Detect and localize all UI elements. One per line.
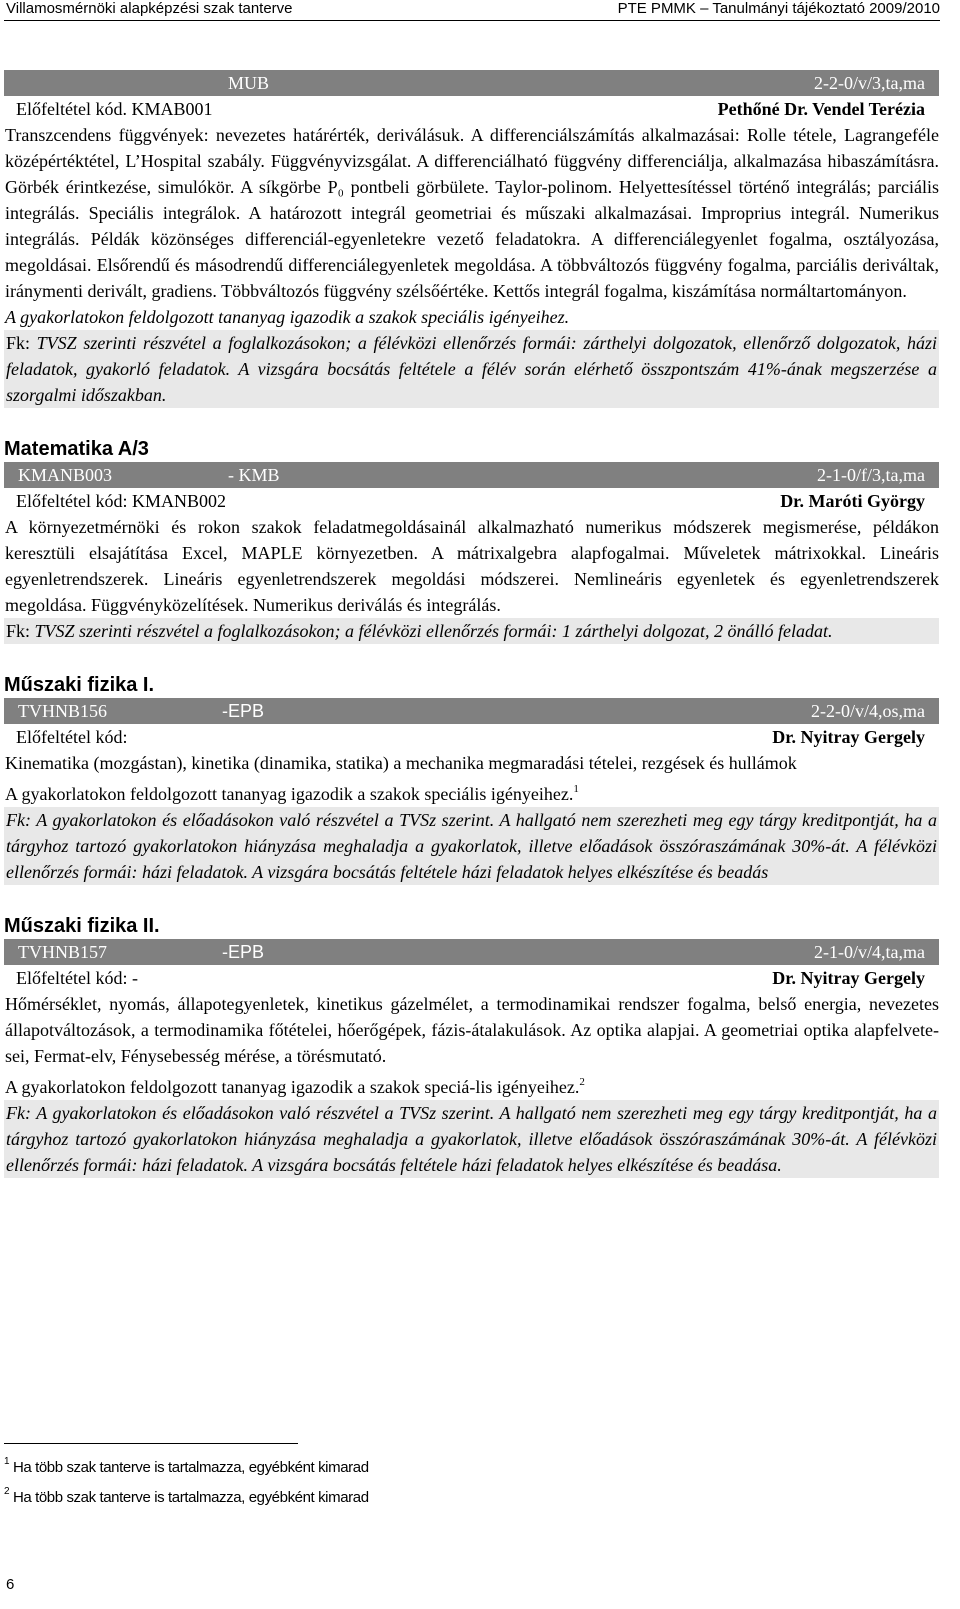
course-dept: -EPB [222,701,265,721]
course-code-bar [4,462,939,488]
course-note [4,776,939,807]
course-prereq-row [4,965,939,991]
requirements-text: TVSZ szerinti részvétel a foglalkozásokon; a félévközi ellenőrzés formái: 1 zárthelyi dolgozat, 2 önálló feladat. [34,621,833,641]
footnote-text: Ha több szak tanterve is tartalmazza, egyébként kimarad [12,1459,369,1476]
course-title: Matematika A/3 [4,438,149,460]
course-lecturer: Pethőné Dr. Vendel Terézia [717,99,925,119]
footnote-text: Ha több szak tanterve is tartalmazza, egyébként kimarad [12,1489,369,1506]
requirements-label: Fk: [6,621,31,641]
course-title: Műszaki fizika I. [4,674,155,696]
course-prereq: Előfeltétel kód: - [16,968,138,988]
page-header [4,0,940,21]
course-requirements [4,330,939,408]
course-requirements [4,618,939,644]
course-lecturer: Dr. Nyitray Gergely [772,968,925,988]
course-prereq: Előfeltétel kód: KMANB002 [16,491,226,511]
course-credits: 2-2-0/v/3,ta,ma [814,73,925,93]
course-prereq: Előfeltétel kód: [16,727,128,747]
course-description: A környezetmérnöki és rokon szakok feladatmegoldásainál alkalmazható numerikus módszerek megismerése, példákon keresztüli elsajátítása Excel, MAPLE környezetben. A mátrixalgebra alapfogalmai. Műveletek mátrixokkal. Lineáris egyenletrendszerek. Lineáris egyenletrendszerek megoldási módszerei. Nemlineáris egyenletek és egyenletrendszerek megoldása. Függvényközelítések. Numerikus deriválás és integrálás. [5,517,939,615]
course-dept: MUB [228,73,270,93]
course-code: KMANB003 [18,465,113,485]
footnote-ref[interactable]: 1 [573,783,579,795]
course-title: Műszaki fizika II. [4,915,160,937]
course-note-text: A gyakorlatokon feldolgozott tananyag igazodik a szakok speciális igényeihez. [5,784,574,804]
footnote-number: 1 [4,1456,10,1467]
course-requirements: Fk: A gyakorlatokon és előadásokon való részvétel a TVSz szerint. A hallgató nem szerezheti meg egy tárgy kreditpontját, ha a tárgyhoz tartozó gyakorlatokon hiányzása meghaladja a gyakorlatok, illetve előadások összóraszámának 30%-át. A félévközi ellenőrzés formái: házi feladatok. A vizsgára bocsátás feltétele házi feladatok helyes elkészítése és beadása. [4,1100,939,1178]
course-dept: -EPB [222,942,265,962]
header-right-title: PTE PMMK – Tanulmányi tájékoztató 2009/2010 [617,0,940,17]
course-description: Hőmérséklet, nyomás, állapotegyenletek, kinetikus gázelmélet, a termodinamikai rendszer fogalma, belső energia, nevezetes állapotváltozások, a termodinamika főtételei, hőerőgépek, fázis-átalakulások. Az optika alapjai. A geometriai optika alapfelvete-sei, Fermat-elv, Fénysebesség mérése, a törésmutató. [5,994,939,1066]
course-code: TVHNB157 [18,942,107,962]
course-dept: - KMB [228,465,280,485]
course-prereq-row [4,724,939,750]
course-prereq: Előfeltétel kód. KMAB001 [16,99,213,119]
course-code-bar [4,70,939,96]
course-lecturer: Dr. Maróti György [780,491,925,511]
course-description: Kinematika (mozgástan), kinetika (dinamika, statika) a mechanika megmaradási tételei, rezgések és hullámok [5,753,797,773]
course-code: TVHNB156 [18,701,107,721]
footnote [4,1450,369,1480]
footnote [4,1480,369,1510]
course-credits: 2-1-0/f/3,ta,ma [817,465,925,485]
course-prereq-row [4,488,939,514]
footnotes [4,1450,369,1510]
course-prereq-row [4,96,939,122]
page-number: 6 [6,1576,15,1593]
footnote-divider [4,1443,298,1444]
course-code-bar [4,939,939,965]
document-body [4,70,939,1178]
course-note [4,1069,939,1100]
footnote-number: 2 [4,1486,10,1497]
course-code-bar [4,698,939,724]
course-credits: 2-1-0/v/4,ta,ma [814,942,925,962]
course-note: A gyakorlatokon feldolgozott tananyag igazodik a szakok speciális igényeihez. [5,307,570,327]
requirements-label: Fk: [6,333,31,353]
course-note-text: A gyakorlatokon feldolgozott tananyag igazodik a szakok speciá-lis igényeihez. [5,1077,580,1097]
course-requirements: Fk: A gyakorlatokon és előadásokon való részvétel a TVSz szerint. A hallgató nem szerezheti meg egy tárgy kreditpontját, ha a tárgyhoz tartozó gyakorlatokon hiányzása meghaladja a gyakorlatok, illetve előadások összóraszámának 30%-át. A félévközi ellenőrzés formái: házi feladatok. A vizsgára bocsátás feltétele házi feladatok helyes elkészítése és beadás [4,807,939,885]
footnote-ref[interactable]: 2 [579,1076,585,1088]
requirements-text: TVSZ szerinti részvétel a foglalkozásokon; a félévközi ellenőrzés formái: zárthelyi dolgozatok, ellenőrző dolgozatok, házi feladatok, gyakorló feladatok. A vizsgára bocsátás feltétele a félév során elérhető összpontszám 41%-ának megszerzése a szorgalmi időszakban. [6,333,937,405]
course-lecturer: Dr. Nyitray Gergely [772,727,925,747]
header-left-title: Villamosmérnöki alapképzési szak tanterve [6,0,293,17]
course-description: Transzcendens függvények: nevezetes határérték, deriválásuk. A differenciálszámítás alkalmazásai: Rolle tétele, Lagrangeféle középértéktétel, L’Hospital szabály. Függvényvizsgálat. A differenciálható függvény differenciálja, alkalmazása hibaszámításra. Görbék érintkezése, simulókör. A síkgörbe P₀ pontbeli görbülete. Taylor-polinom. Helyettesítéssel történő integrálás; parciális integrálás. Speciális integrálok. A határozott integrál geometriai és műszaki alkalmazásai. Improprius integrál. Numerikus integrálás. Példák közönséges differenciál-egyenletekre vezető feladatokra. A differenciálegyenlet fogalma, osztályozása, megoldásai. Elsőrendű és másodrendű differenciálegyenletek megoldása. A többváltozós függvény fogalma, parciális deriváltak, iránymenti derivált, gradiens. Többváltozós függvény szélsőértéke. Kettős integrál fogalma, kiszámítása normáltartományon. [5,125,939,301]
course-credits: 2-2-0/v/4,os,ma [811,701,925,721]
